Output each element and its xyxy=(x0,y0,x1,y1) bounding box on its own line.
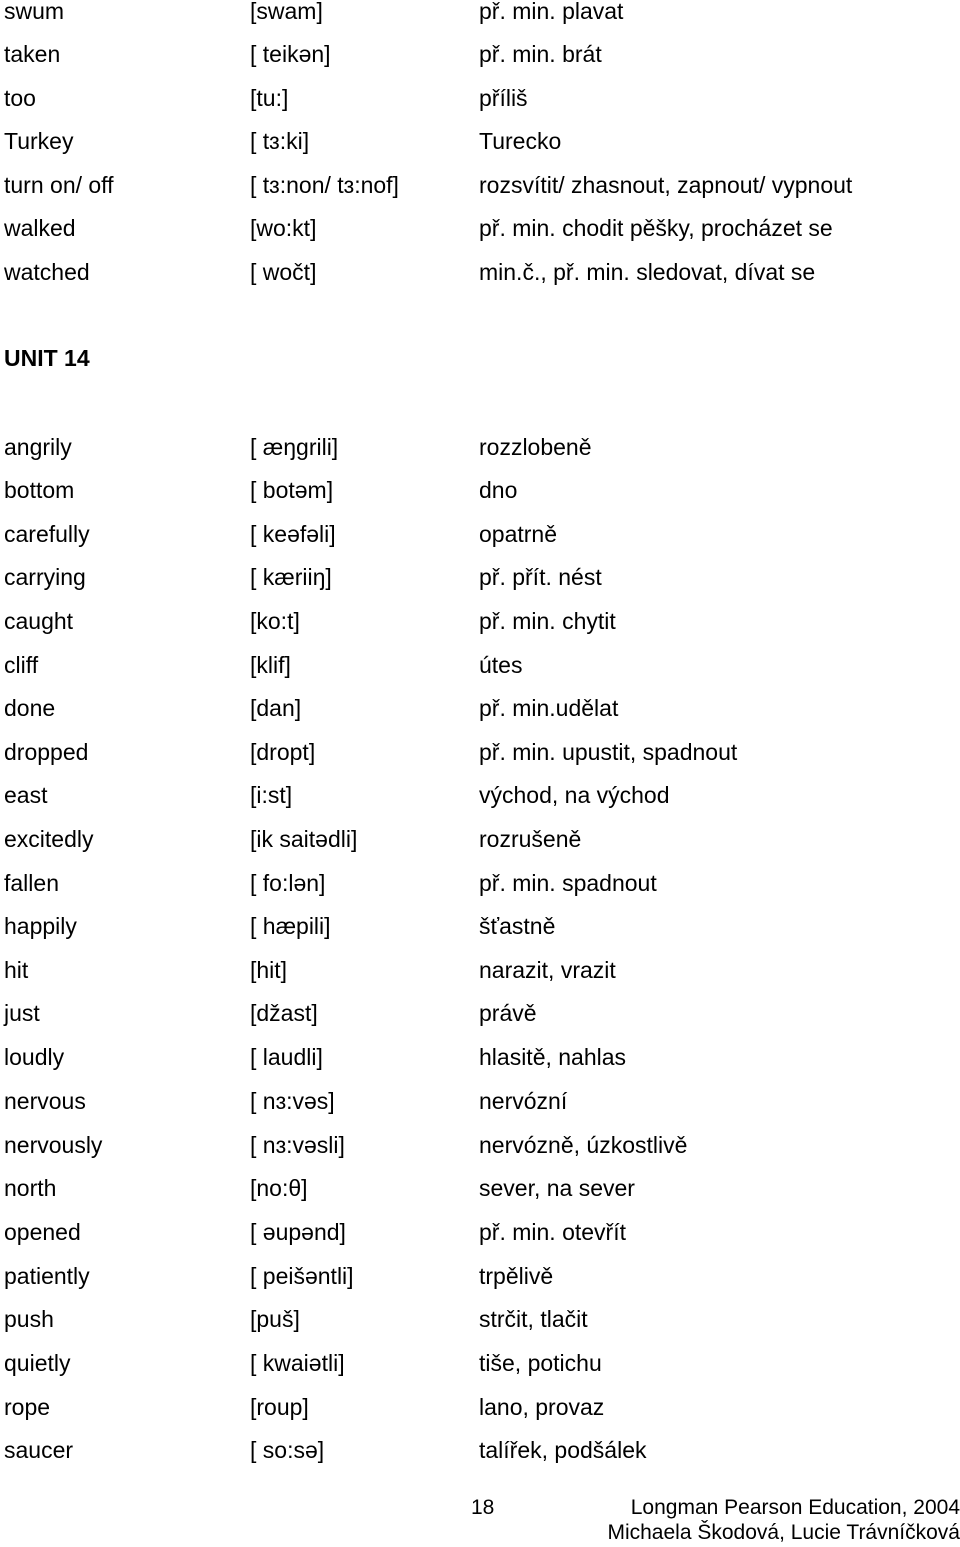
vocab-translation: př. min. chodit pěšky, procházet se xyxy=(479,215,833,241)
vocab-word: just xyxy=(4,1000,40,1026)
vocab-word: excitedly xyxy=(4,826,94,852)
vocab-word: east xyxy=(4,782,48,808)
vocab-pronunciation: [ko:t] xyxy=(250,608,300,634)
vocab-pronunciation: [ tɜ:ki] xyxy=(250,128,310,154)
vocab-word: carrying xyxy=(4,564,86,590)
vocab-pronunciation: [ keəfəli] xyxy=(250,521,336,547)
vocab-row xyxy=(0,1130,960,1160)
vocab-word: bottom xyxy=(4,477,75,503)
vocab-row xyxy=(0,824,960,854)
vocab-pronunciation: [ əupənd] xyxy=(250,1219,346,1245)
vocab-word: done xyxy=(4,695,56,721)
vocab-word: quietly xyxy=(4,1350,71,1376)
vocab-word: turn on/ off xyxy=(4,172,114,198)
vocab-pronunciation: [klif] xyxy=(250,652,291,678)
vocab-pronunciation: [ fo:lən] xyxy=(250,870,326,896)
vocab-pronunciation: [dropt] xyxy=(250,739,316,765)
vocab-translation: rozrušeně xyxy=(479,826,582,852)
vocab-word: saucer xyxy=(4,1437,74,1463)
vocab-row xyxy=(0,606,960,636)
vocab-word: fallen xyxy=(4,870,59,896)
unit-heading: UNIT 14 xyxy=(4,345,90,371)
vocab-row xyxy=(0,911,960,941)
vocab-pronunciation: [džast] xyxy=(250,1000,318,1026)
vocab-word: rope xyxy=(4,1394,51,1420)
vocab-translation: útes xyxy=(479,652,523,678)
vocab-translation: trpělivě xyxy=(479,1263,554,1289)
vocab-translation: př. min. brát xyxy=(479,41,602,67)
vocab-translation: právě xyxy=(479,1000,537,1026)
vocab-word: cliff xyxy=(4,652,39,678)
vocab-row xyxy=(0,562,960,592)
vocab-translation: nervózně, úzkostlivě xyxy=(479,1132,688,1158)
vocab-row xyxy=(0,1392,960,1422)
vocab-pronunciation: [ tɜ:non/ tɜ:nof] xyxy=(250,172,399,198)
vocab-word: Turkey xyxy=(4,128,74,154)
vocab-row xyxy=(0,693,960,723)
vocab-word: watched xyxy=(4,259,90,285)
vocab-translation: min.č., př. min. sledovat, dívat se xyxy=(479,259,816,285)
vocab-word: too xyxy=(4,85,36,111)
vocab-translation: hlasitě, nahlas xyxy=(479,1044,627,1070)
vocab-pronunciation: [ so:sə] xyxy=(250,1437,325,1463)
vocab-row xyxy=(0,126,960,156)
vocab-translation: příliš xyxy=(479,85,528,111)
vocab-translation: př. min. spadnout xyxy=(479,870,657,896)
vocab-word: swum xyxy=(4,0,65,24)
vocab-translation: př. min. chytit xyxy=(479,608,616,634)
vocab-word: nervous xyxy=(4,1088,86,1114)
vocab-pronunciation: [ hæpili] xyxy=(250,913,331,939)
vocab-translation: tiše, potichu xyxy=(479,1350,602,1376)
vocab-pronunciation: [ nɜ:vəs] xyxy=(250,1088,335,1114)
vocab-word: taken xyxy=(4,41,61,67)
vocab-row xyxy=(0,432,960,462)
vocab-pronunciation: [swam] xyxy=(250,0,323,24)
vocab-pronunciation: [ peišəntli] xyxy=(250,1263,354,1289)
vocab-row xyxy=(0,170,960,200)
vocab-word: opened xyxy=(4,1219,81,1245)
vocab-pronunciation: [hit] xyxy=(250,957,288,983)
vocab-translation: dno xyxy=(479,477,518,503)
author-credit: Michaela Škodová, Lucie Trávníčková xyxy=(607,1521,960,1544)
vocab-row xyxy=(0,1042,960,1072)
vocab-row xyxy=(0,1173,960,1203)
vocab-word: push xyxy=(4,1306,54,1332)
vocab-pronunciation: [ æŋgrili] xyxy=(250,434,339,460)
vocab-translation: rozzlobeně xyxy=(479,434,592,460)
vocab-row xyxy=(0,0,960,26)
vocab-pronunciation: [dan] xyxy=(250,695,302,721)
vocab-row xyxy=(0,650,960,680)
vocab-translation: sever, na sever xyxy=(479,1175,635,1201)
vocab-row xyxy=(0,1261,960,1291)
vocab-translation: nervózní xyxy=(479,1088,568,1114)
vocab-translation: lano, provaz xyxy=(479,1394,605,1420)
vocab-row xyxy=(0,868,960,898)
vocab-row xyxy=(0,1435,960,1465)
vocab-row xyxy=(0,1086,960,1116)
vocab-row xyxy=(0,519,960,549)
vocab-row xyxy=(0,1304,960,1334)
vocab-word: hit xyxy=(4,957,29,983)
vocab-row xyxy=(0,1217,960,1247)
vocab-word: angrily xyxy=(4,434,72,460)
vocab-row xyxy=(0,39,960,69)
vocab-translation: př. min. upustit, spadnout xyxy=(479,739,738,765)
vocab-pronunciation: [roup] xyxy=(250,1394,309,1420)
vocab-word: loudly xyxy=(4,1044,65,1070)
vocab-translation: talířek, podšálek xyxy=(479,1437,647,1463)
vocab-pronunciation: [no:θ] xyxy=(250,1175,308,1201)
vocab-row xyxy=(0,780,960,810)
vocab-pronunciation: [tu:] xyxy=(250,85,289,111)
vocab-word: carefully xyxy=(4,521,90,547)
vocab-translation: Turecko xyxy=(479,128,562,154)
vocab-pronunciation: [ik saitədli] xyxy=(250,826,358,852)
vocab-translation: strčit, tlačit xyxy=(479,1306,588,1332)
vocab-pronunciation: [ kæriiŋ] xyxy=(250,564,332,590)
vocab-translation: šťastně xyxy=(479,913,556,939)
vocab-word: caught xyxy=(4,608,74,634)
vocab-word: north xyxy=(4,1175,57,1201)
vocab-pronunciation: [ kwaiətli] xyxy=(250,1350,345,1376)
vocab-translation: rozsvítit/ zhasnout, zapnout/ vypnout xyxy=(479,172,853,198)
vocab-translation: př. min. plavat xyxy=(479,0,624,24)
vocab-translation: narazit, vrazit xyxy=(479,957,616,983)
vocab-word: dropped xyxy=(4,739,89,765)
vocab-row xyxy=(0,257,960,287)
vocab-pronunciation: [wo:kt] xyxy=(250,215,317,241)
vocab-translation: východ, na východ xyxy=(479,782,670,808)
vocab-pronunciation: [ botəm] xyxy=(250,477,334,503)
vocab-row xyxy=(0,83,960,113)
vocab-row xyxy=(0,998,960,1028)
vocab-row xyxy=(0,1348,960,1378)
vocab-word: happily xyxy=(4,913,77,939)
vocab-row xyxy=(0,475,960,505)
vocab-pronunciation: [puš] xyxy=(250,1306,300,1332)
vocab-pronunciation: [i:st] xyxy=(250,782,293,808)
vocab-pronunciation: [ teikən] xyxy=(250,41,331,67)
publisher-credit: Longman Pearson Education, 2004 xyxy=(630,1496,960,1519)
vocab-translation: př. přít. nést xyxy=(479,564,602,590)
vocab-row xyxy=(0,213,960,243)
vocab-word: nervously xyxy=(4,1132,103,1158)
vocab-pronunciation: [ nɜ:vəsli] xyxy=(250,1132,345,1158)
vocab-translation: opatrně xyxy=(479,521,558,547)
vocab-pronunciation: [ wočt] xyxy=(250,259,317,285)
vocab-row xyxy=(0,955,960,985)
vocab-pronunciation: [ laudli] xyxy=(250,1044,323,1070)
vocab-word: patiently xyxy=(4,1263,90,1289)
page-number: 18 xyxy=(471,1496,495,1519)
vocab-row xyxy=(0,737,960,767)
vocab-translation: př. min.udělat xyxy=(479,695,619,721)
vocab-translation: př. min. otevřít xyxy=(479,1219,626,1245)
vocab-word: walked xyxy=(4,215,76,241)
